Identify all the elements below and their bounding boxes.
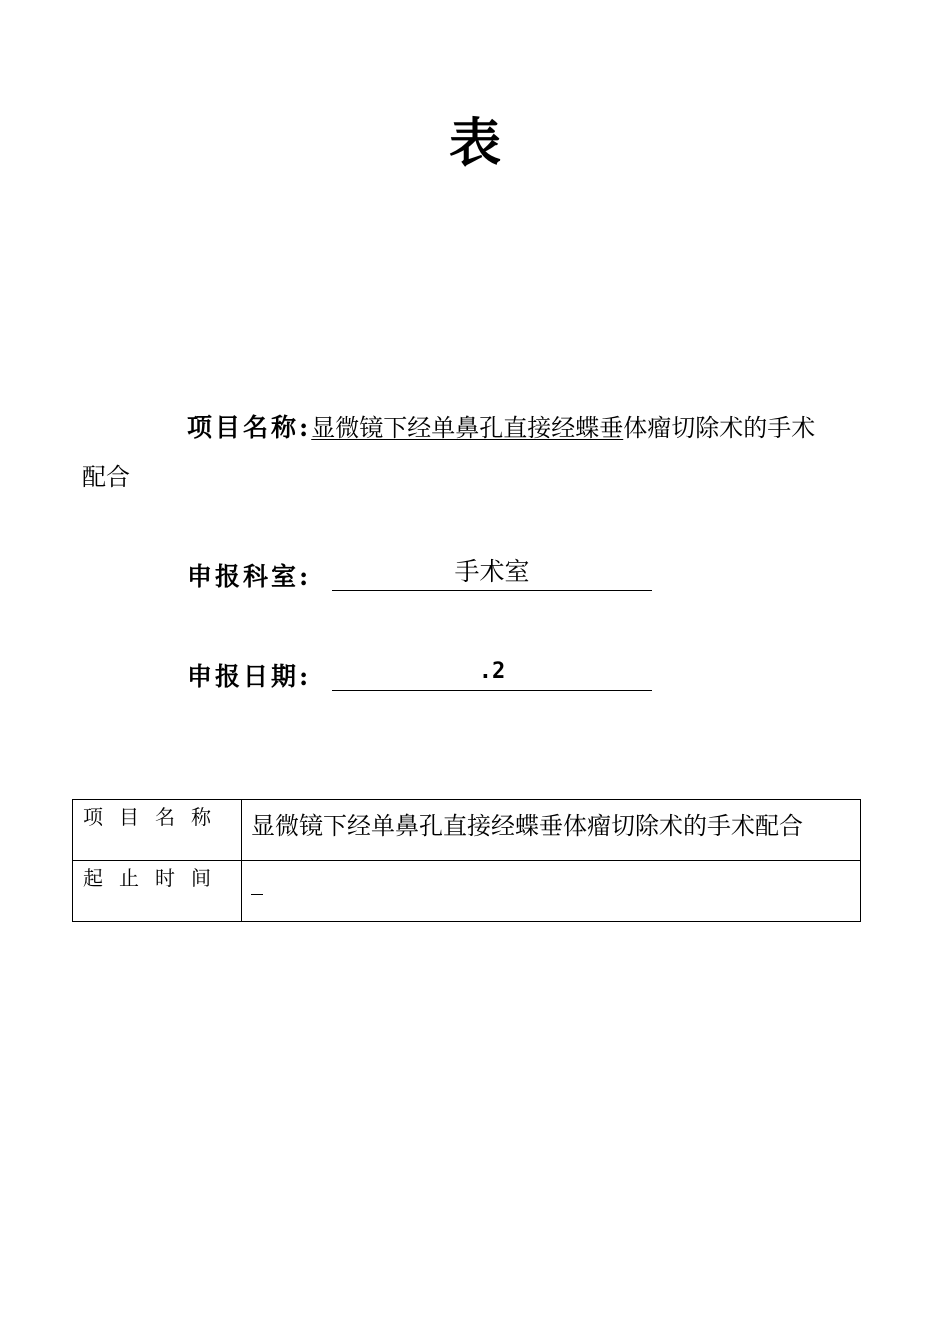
table-key-project-name: 项目名称 — [73, 800, 242, 861]
project-info-table — [72, 799, 861, 922]
project-name-label: 项目名称: — [187, 413, 312, 442]
table-value-duration — [242, 861, 861, 922]
date-value: .2 — [332, 656, 652, 691]
date-label: 申报日期: — [187, 662, 312, 691]
table-key-duration: 起止时间 — [73, 861, 242, 922]
department-label: 申报科室: — [187, 562, 312, 591]
project-name-value-continued: 配合 — [82, 463, 130, 491]
project-name-line — [187, 411, 870, 447]
department-value: 手术室 — [332, 556, 652, 591]
document-title: 表 — [448, 113, 501, 174]
project-name-value-rest: 体瘤切除术的手术 — [623, 414, 816, 442]
project-name-value-underlined: 显微镜下经单鼻孔直接经蝶垂 — [311, 414, 624, 442]
table-row — [73, 861, 861, 922]
table-row — [73, 800, 861, 861]
table-value-project-name: 显微镜下经单鼻孔直接经蝶垂体瘤切除术的手术配合 — [242, 800, 861, 861]
blank-dash — [251, 876, 263, 895]
